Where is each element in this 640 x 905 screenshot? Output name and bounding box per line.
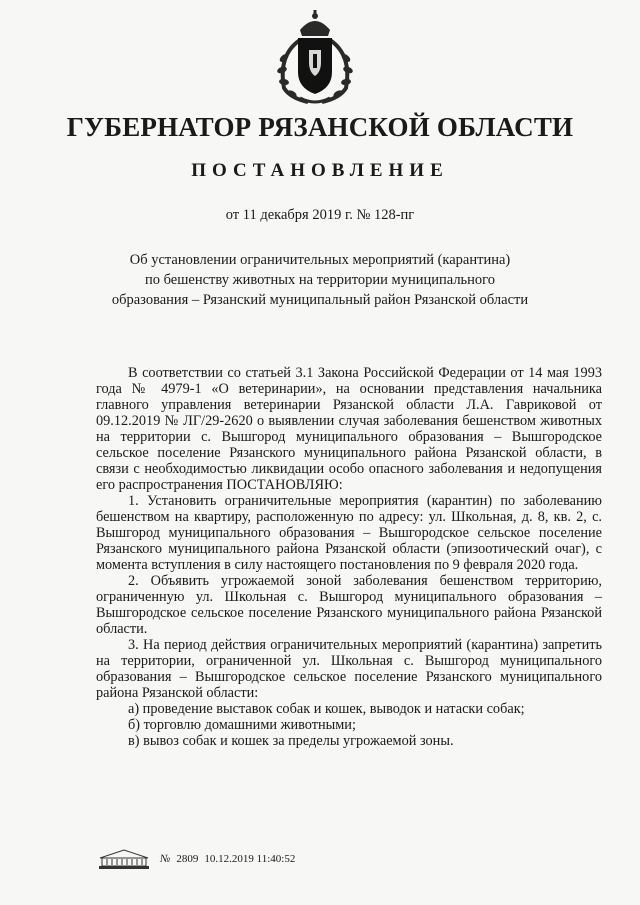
governor-title: ГУБЕРНАТОР РЯЗАНСКОЙ ОБЛАСТИ bbox=[66, 112, 574, 142]
preamble-paragraph: В соответствии со статьей 3.1 Закона Российской Федерации от 14 мая 1993 года № 4979-1 «О ветеринарии», на основании представления начальника главного управления ветеринарии Рязанской области Л.А. Гавриковой от 09.12.2019 № ЛГ/29-2620 о выявлении случая заболевания бешенством животных на территории с. Вышгород муниципального образования – Вышгородское сельское поселение Рязанского муниципального района Рязанской области, в связи с необходимостью ликвидации особо опасного заболевания и недопущения его распространения ПОСТАНОВЛЯЮ: bbox=[96, 365, 602, 493]
clause-3-sub-b: б) торговлю домашними животными; bbox=[128, 717, 356, 733]
clause-3-sub-c: в) вывоз собак и кошек за пределы угрожаемой зоны. bbox=[128, 733, 454, 749]
clause-2: 2. Объявить угрожаемой зоной заболевания бешенством территорию, ограниченную ул. Школьная с. Вышгород муниципального образования – Вышгородское сельское поселение Рязанского муниципального района Рязанской области. bbox=[96, 573, 602, 637]
registration-number: 2809 bbox=[176, 853, 199, 865]
clause-3: 3. На период действия ограничительных мероприятий (карантина) запретить на территории, ограниченной ул. Школьная с. Вышгород муниципального образования – Вышгородское сельское поселение Рязанского муниципального района Рязанской области: bbox=[96, 637, 602, 701]
clause-3-sub-a: а) проведение выставок собак и кошек, выводок и натаски собак; bbox=[128, 701, 525, 717]
document-type: ПОСТАНОВЛЕНИЕ bbox=[191, 160, 449, 181]
registration-datetime: 10.12.2019 11:40:52 bbox=[204, 853, 296, 865]
document-body bbox=[96, 365, 602, 749]
ryazan-coat-of-arms-icon bbox=[270, 10, 360, 105]
document-subject bbox=[110, 250, 530, 310]
building-stamp-icon bbox=[96, 848, 152, 870]
clause-1: 1. Установить ограничительные мероприятия (карантин) по заболеванию бешенством на квартиру, расположенную по адресу: ул. Школьная, д. 8, кв. 2, с. Вышгород муниципального образования – Вышгородское сельское поселение Рязанского муниципального района Рязанской области (эпизоотический очаг), с момента вступления в силу настоящего постановления по 9 февраля 2020 года. bbox=[96, 493, 602, 573]
document-date-number: от 11 декабря 2019 г. № 128-пг bbox=[225, 207, 415, 223]
subject-line: Об установлении ограничительных мероприятий (карантина) bbox=[129, 252, 511, 268]
subject-line: образования – Рязанский муниципальный район Рязанской области bbox=[111, 292, 529, 308]
registration-mark: № bbox=[160, 853, 171, 865]
subject-line: по бешенству животных на территории муниципального bbox=[144, 272, 496, 288]
registration-footer bbox=[96, 846, 356, 872]
